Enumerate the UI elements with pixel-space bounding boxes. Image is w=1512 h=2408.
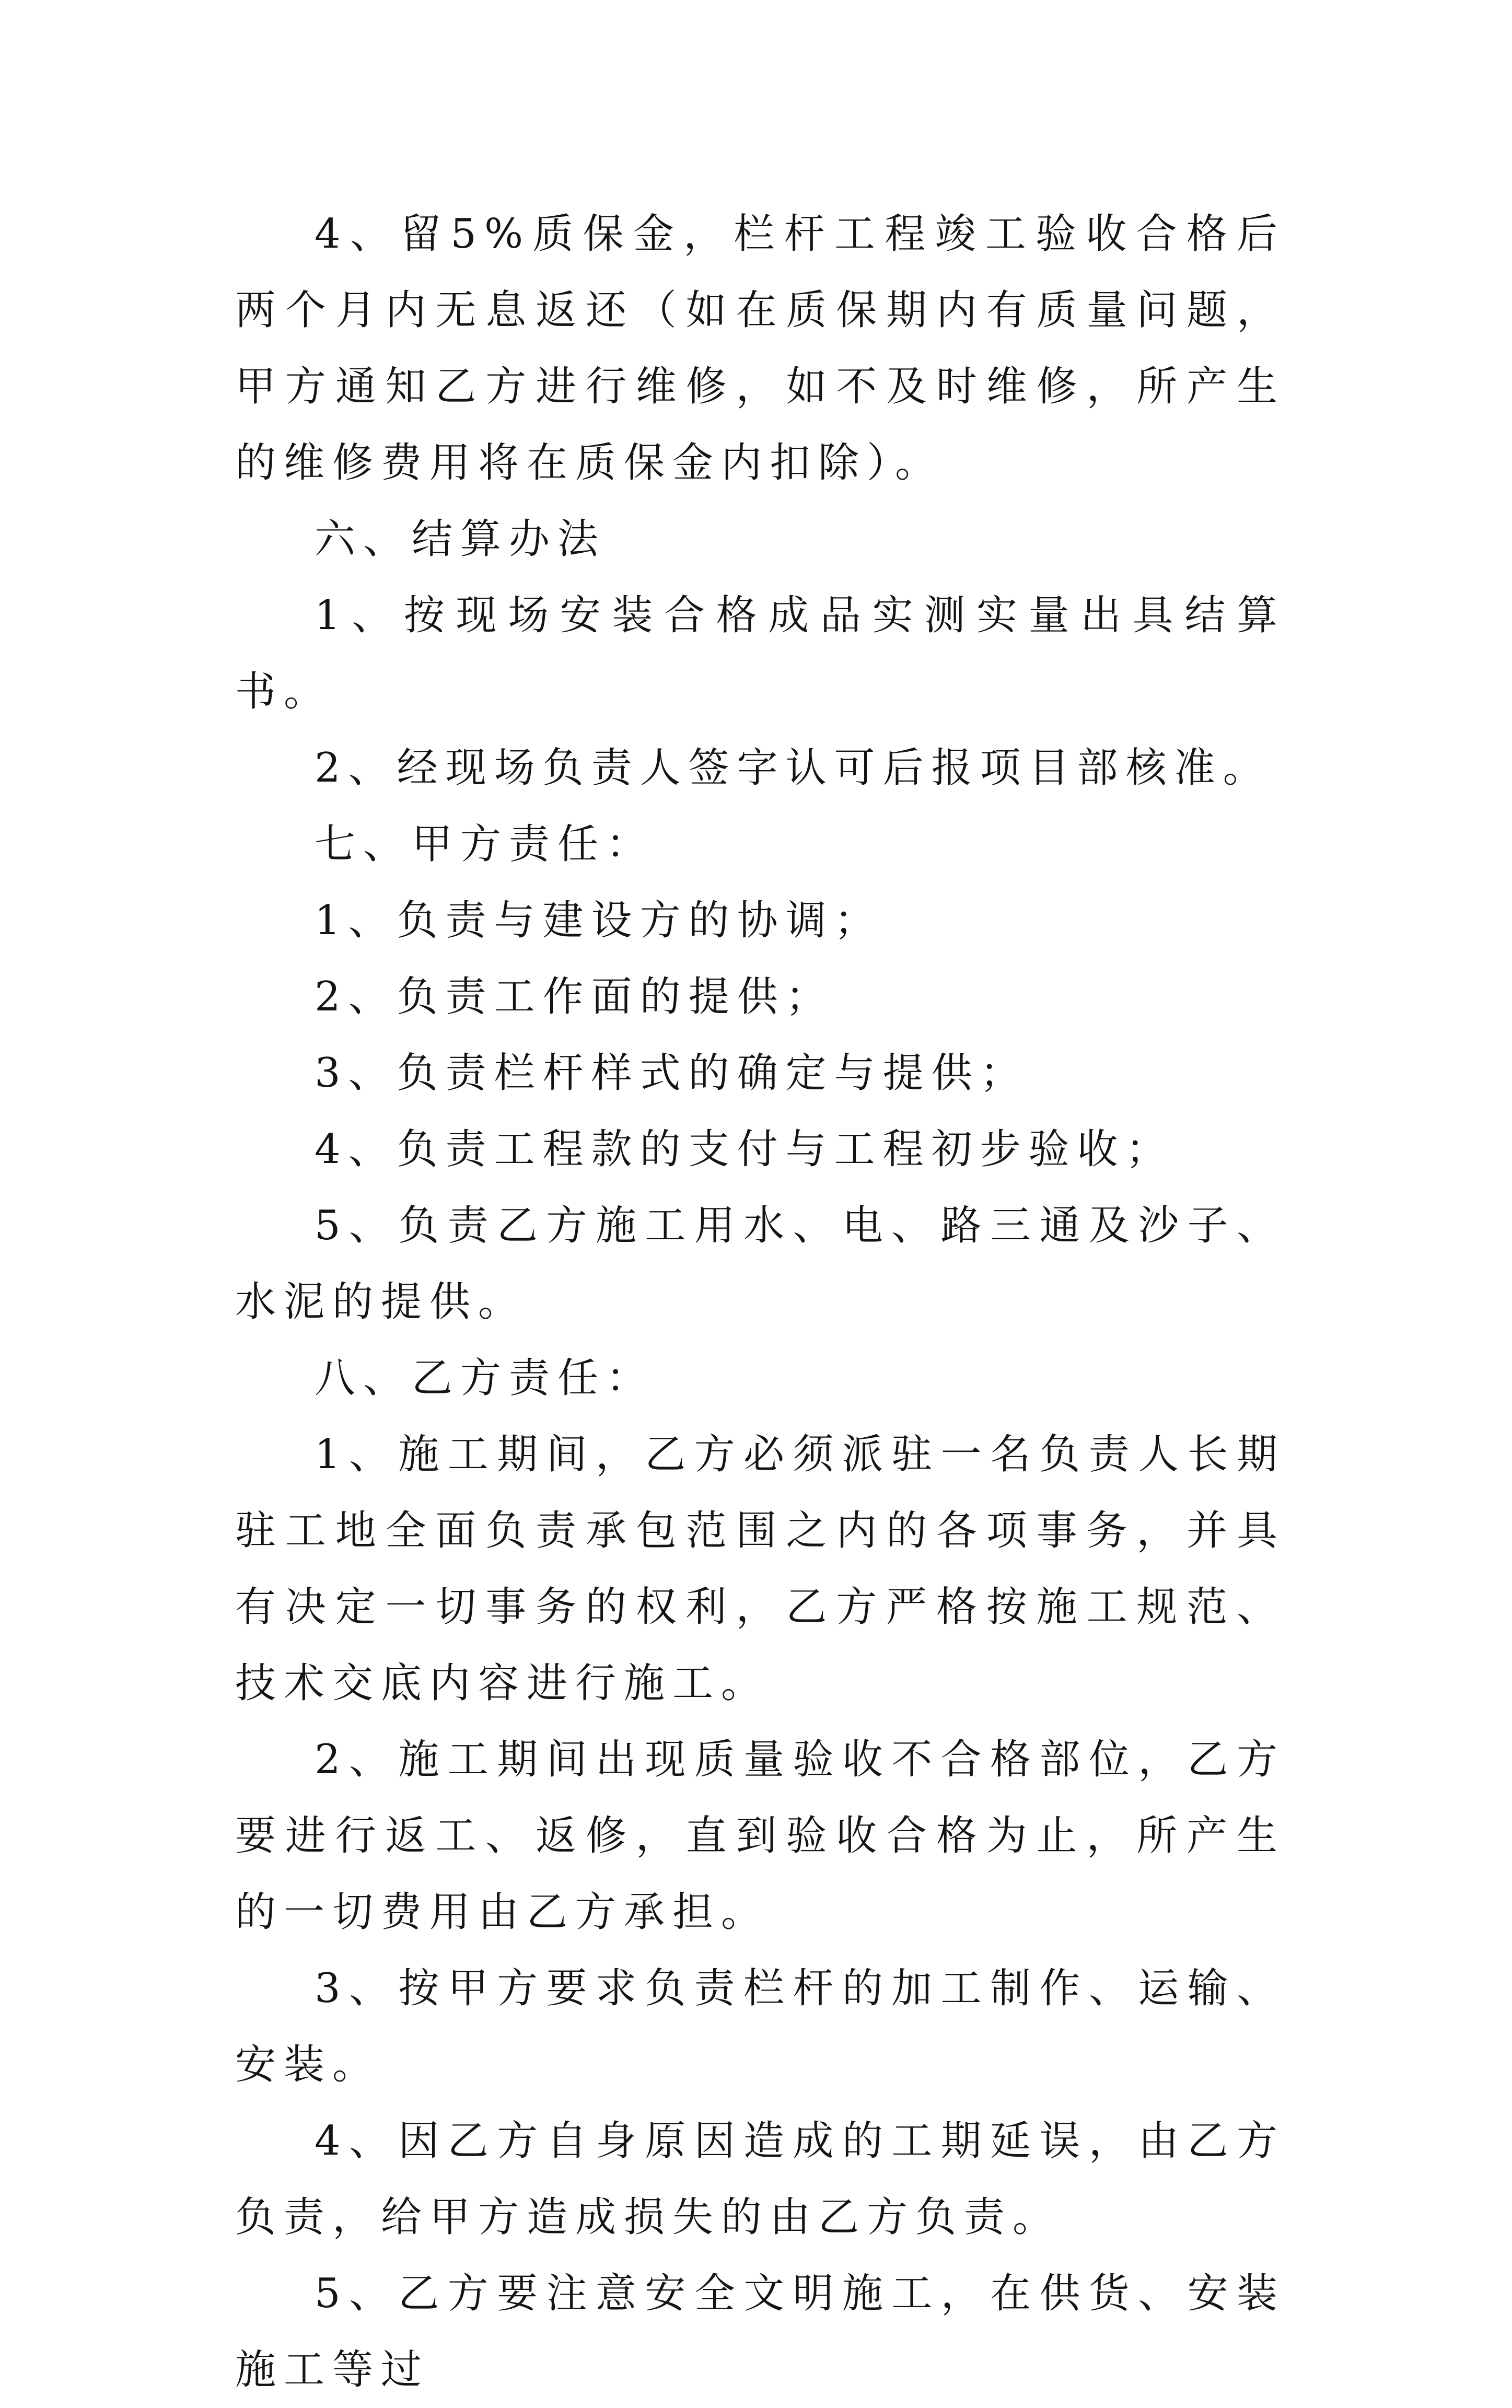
- paragraph-party-a-4: 4、负责工程款的支付与工程初步验收；: [315, 1126, 1174, 1173]
- paragraph-party-a-1: 1、负责与建设方的协调；: [315, 897, 883, 944]
- heading-settlement-method: 六、结算办法: [315, 516, 607, 563]
- paragraph-party-b-2: 2、施工期间出现质量验收不合格部位，乙方要进行返工、返修，直到验收合格为止，所产生的一切费用由乙方承担。: [235, 1736, 1285, 1936]
- paragraph-settlement-2: 2、经现场负责人签字认可后报项目部核准。: [315, 744, 1272, 792]
- heading-party-a-duties: 七、甲方责任：: [315, 821, 655, 868]
- paragraph-party-b-4: 4、因乙方自身原因造成的工期延误，由乙方负责，给甲方造成损失的由乙方负责。: [235, 2118, 1285, 2241]
- paragraph-quality-deposit: 4、留5%质保金，栏杆工程竣工验收合格后两个月内无息返还（如在质保期内有质量问题，甲方通知乙方进行维修，如不及时维修，所产生的维修费用将在质保金内扣除）。: [235, 211, 1285, 486]
- paragraph-party-b-3: 3、按甲方要求负责栏杆的加工制作、运输、安装。: [235, 1965, 1285, 2088]
- paragraph-settlement-1: 1、按现场安装合格成品实测实量出具结算书。: [235, 592, 1285, 715]
- paragraph-party-a-2: 2、负责工作面的提供；: [315, 973, 834, 1020]
- paragraph-party-b-5: 5、乙方要注意安全文明施工，在供货、安装施工等过: [235, 2270, 1285, 2393]
- paragraph-party-a-5: 5、负责乙方施工用水、电、路三通及沙子、水泥的提供。: [235, 1202, 1285, 1325]
- document-body: [235, 196, 1285, 2408]
- heading-party-b-duties: 八、乙方责任：: [315, 1355, 655, 1402]
- paragraph-party-a-3: 3、负责栏杆样式的确定与提供；: [315, 1050, 1029, 1097]
- paragraph-party-b-1: 1、施工期间，乙方必须派驻一名负责人长期驻工地全面负责承包范围之内的各项事务，并具有决定一切事务的权利，乙方严格按施工规范、技术交底内容进行施工。: [235, 1431, 1285, 1707]
